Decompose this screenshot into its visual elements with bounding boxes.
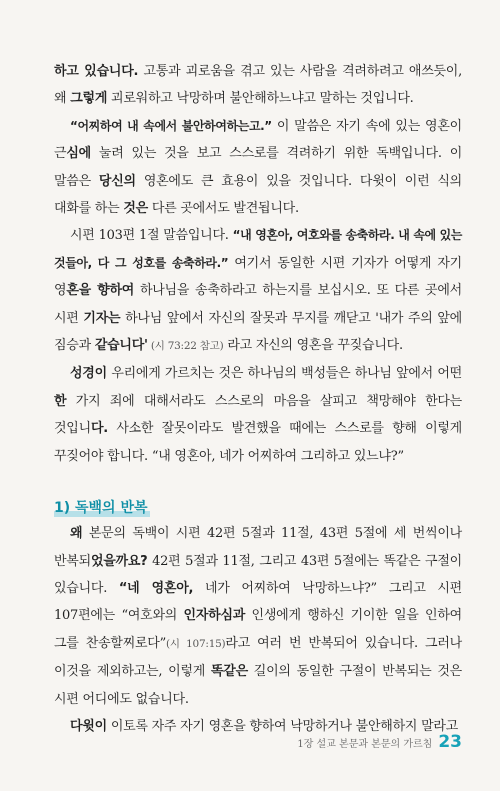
body-text: 본문의 독백이 시편 42편 5절과 11절, 43편 5절에 세 번씩이나 반복되 — [54, 526, 462, 569]
body-text: 다른 곳에서도 발견됩니다. — [147, 201, 299, 217]
body-text: 영혼에도 큰 효용이 있을 것입니다. 다윗이 이런 식의 대화를 하는 — [54, 173, 462, 217]
lead-text: 것은 — [123, 201, 148, 217]
body-text: 여기서 동일한 시편 기자가 어떻게 자기 영 — [54, 255, 462, 299]
paragraph-5 — [54, 520, 462, 713]
body-text: 우리에게 가르치는 것은 하나님의 백성들은 하나님 앞에서 어떤 — [106, 366, 462, 382]
body-text: 하나님 앞에서 자신의 잘못과 무지를 깨닫고 '내가 주의 앞에 짐승과 — [54, 310, 462, 354]
body-text: 니다. “내 영혼아, 네가 어찌하여 그리하고 있느냐?” — [119, 448, 404, 464]
lead-text: 한 — [54, 393, 67, 409]
lead-text: 성경이 — [70, 366, 107, 382]
body-text: 하나님을 송축하라고 하는지를 보십시오. 또 다른 곳에서 시편 — [54, 283, 462, 326]
lead-text: 그렇게 — [70, 91, 108, 107]
page-body — [54, 58, 462, 740]
paragraph-2 — [54, 113, 462, 223]
lead-text: 하고 있습니다. — [54, 64, 139, 79]
body-text: 눌려 있는 것을 보고 스스로를 격려하기 위한 독백입니다. 이 말씀은 — [54, 146, 462, 189]
lead-text: 기자는 — [83, 310, 121, 326]
body-text: 이 말씀은 자기 속에 있는 영혼이 근 — [54, 118, 462, 162]
scripture-quote: “어찌하여 내 속에서 불안하여하는고.” — [70, 118, 272, 133]
scripture-reference: (시 107:15) — [166, 637, 226, 650]
body-text: 이토록 자주 자기 영혼을 향하여 낙망하거나 불안해하지 말라고 — [106, 718, 459, 734]
lead-text: 다. — [90, 421, 108, 437]
lead-text: 었을까요? — [90, 553, 148, 569]
lead-text: 왜 — [70, 526, 83, 542]
body-text: 사소한 잘못이라도 발견했을 때에는 스스로를 향해 이렇게 꾸짖어야 합 — [54, 421, 462, 464]
body-text: 가지 죄에 대해서라도 스스로의 마음을 살피고 책망해야 한다는 것입니 — [54, 393, 462, 437]
lead-text: 같습니다' — [94, 338, 148, 354]
chapter-running-head: 1장 설교 본문과 본문의 가르침 — [297, 739, 433, 750]
page-footer — [297, 732, 462, 752]
body-text: 인생에게 행하신 기이한 일을 인하여 그를 찬송할찌로다” — [54, 608, 462, 651]
lead-text: 심에 — [66, 146, 91, 162]
body-text: 라고 자신의 영혼을 꾸짖습니다. — [223, 338, 403, 354]
scripture-quote: “내 영혼아, 여호와를 송축하라. 내 속에 있는 것들아, 다 그 성호를 송축하라.” — [54, 228, 462, 270]
body-text: 네가 어찌하여 낙망하느냐?” 그리고 시편 107편에는 “여호와의 — [54, 580, 462, 624]
paragraph-4 — [54, 360, 462, 470]
page-number: 23 — [438, 732, 462, 752]
body-text: 괴로워하고 낙망하며 불안해하느냐고 말하는 것입니다. — [107, 91, 414, 107]
scripture-reference: (시 73:22 참고) — [147, 340, 224, 353]
paragraph-1 — [54, 58, 462, 113]
lead-text: 혼을 향하여 — [66, 283, 135, 299]
lead-text: 다윗이 — [70, 718, 107, 734]
section-heading-text: 1) 독백의 반복 — [54, 496, 148, 520]
lead-text: 똑같은 — [210, 664, 248, 680]
body-text: 길이의 동일한 구절이 반복되는 것은 시편 어디에도 없습니다. — [54, 664, 462, 707]
body-text: 고통과 괴로움을 겪고 있는 사람을 격려하려고 애쓰듯이, 왜 — [54, 64, 462, 107]
body-text: 42편 5절과 11절, 그리고 43편 5절에는 똑같은 구절이 있습니다. — [54, 553, 462, 596]
section-heading — [54, 496, 462, 520]
lead-text: 인자하심과 — [183, 608, 246, 624]
body-text: 라고 여러 번 반복되어 있습니다. 그러나 이것을 제외하고는, 이렇게 — [54, 635, 462, 680]
lead-text: 당신의 — [98, 173, 136, 189]
body-text: 시편 103편 1절 말씀입니다. — [70, 228, 233, 244]
lead-text: “네 영혼아, — [118, 580, 194, 596]
paragraph-3 — [54, 222, 462, 360]
